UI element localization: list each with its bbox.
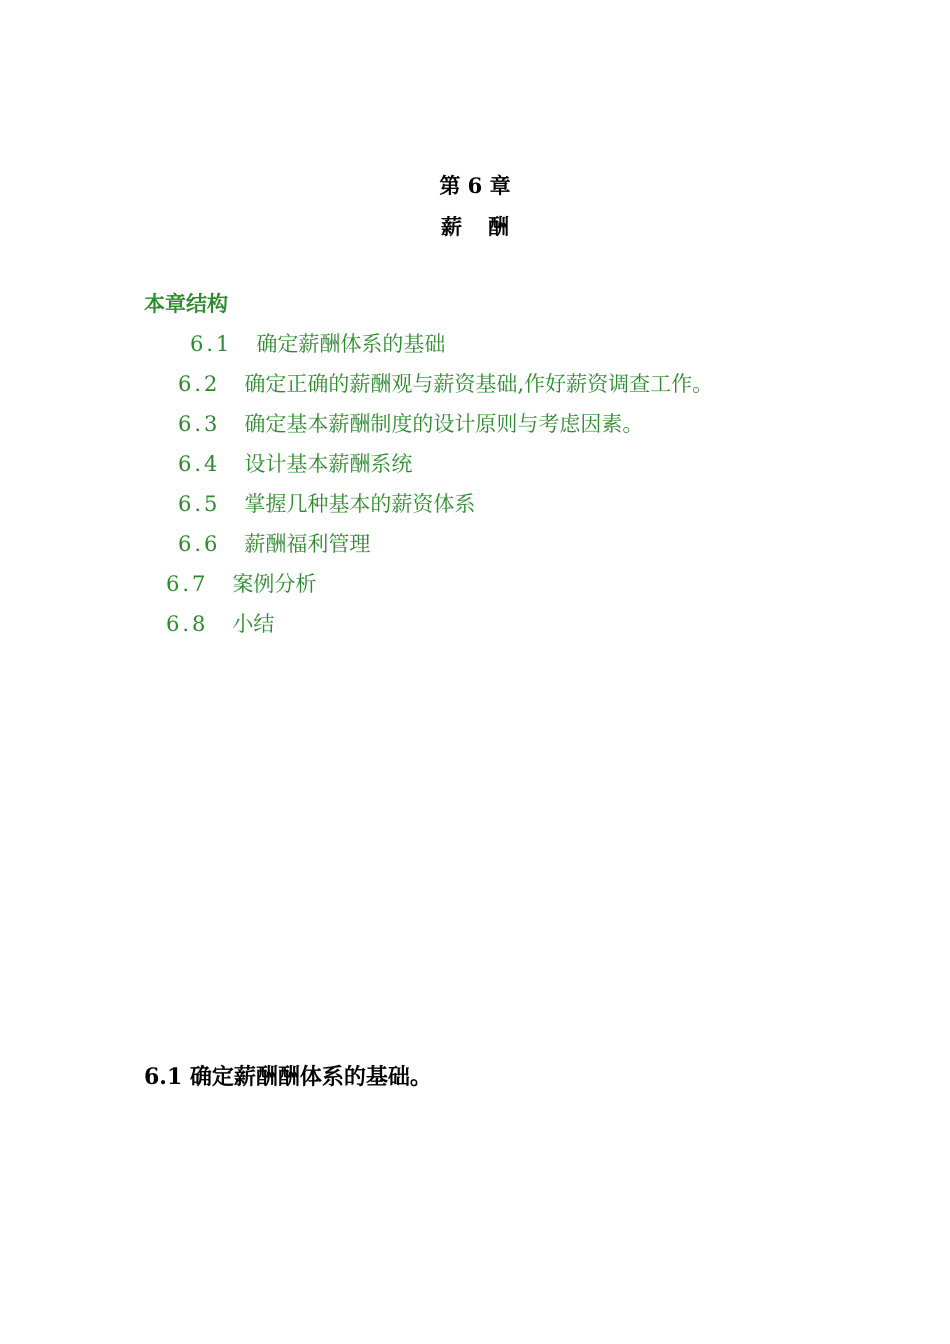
toc-item-text: 案例分析 bbox=[232, 572, 317, 596]
toc-item-text: 确定正确的薪酬观与薪资基础,作好薪资调查工作。 bbox=[244, 372, 714, 396]
toc-item-number: 6.5 bbox=[178, 492, 221, 516]
toc-item-text: 薪酬福利管理 bbox=[244, 532, 371, 556]
toc-item-number: 6.4 bbox=[178, 452, 221, 476]
toc-item-number: 6.8 bbox=[166, 612, 209, 636]
chapter-title: 薪酬 bbox=[441, 214, 535, 239]
toc-item-text: 确定基本薪酬制度的设计原则与考虑因素。 bbox=[244, 412, 644, 436]
toc-heading: 本章结构 bbox=[144, 291, 228, 316]
toc-item-text: 设计基本薪酬系统 bbox=[244, 452, 413, 476]
toc-item-6-6 bbox=[178, 529, 370, 559]
section-heading: 6.1 确定薪酬酬体系的基础。 bbox=[144, 1064, 432, 1090]
toc-item-number: 6.7 bbox=[166, 572, 209, 596]
toc-item-6-7 bbox=[166, 569, 316, 599]
toc-item-text: 确定薪酬体系的基础 bbox=[256, 332, 446, 356]
toc-item-number: 6.1 bbox=[190, 332, 233, 356]
toc-item-6-3 bbox=[178, 409, 643, 439]
chapter-number: 第 6 章 bbox=[439, 173, 511, 198]
toc-item-number: 6.6 bbox=[178, 532, 221, 556]
toc-item-number: 6.3 bbox=[178, 412, 221, 436]
toc-item-text: 小结 bbox=[232, 612, 275, 636]
toc-item-6-1 bbox=[190, 329, 445, 359]
toc-item-6-5 bbox=[178, 489, 475, 519]
toc-item-text: 掌握几种基本的薪资体系 bbox=[244, 492, 476, 516]
toc-item-6-2 bbox=[178, 369, 713, 399]
toc-item-number: 6.2 bbox=[178, 372, 221, 396]
toc-item-6-8 bbox=[166, 609, 274, 639]
toc-item-6-4 bbox=[178, 449, 412, 479]
